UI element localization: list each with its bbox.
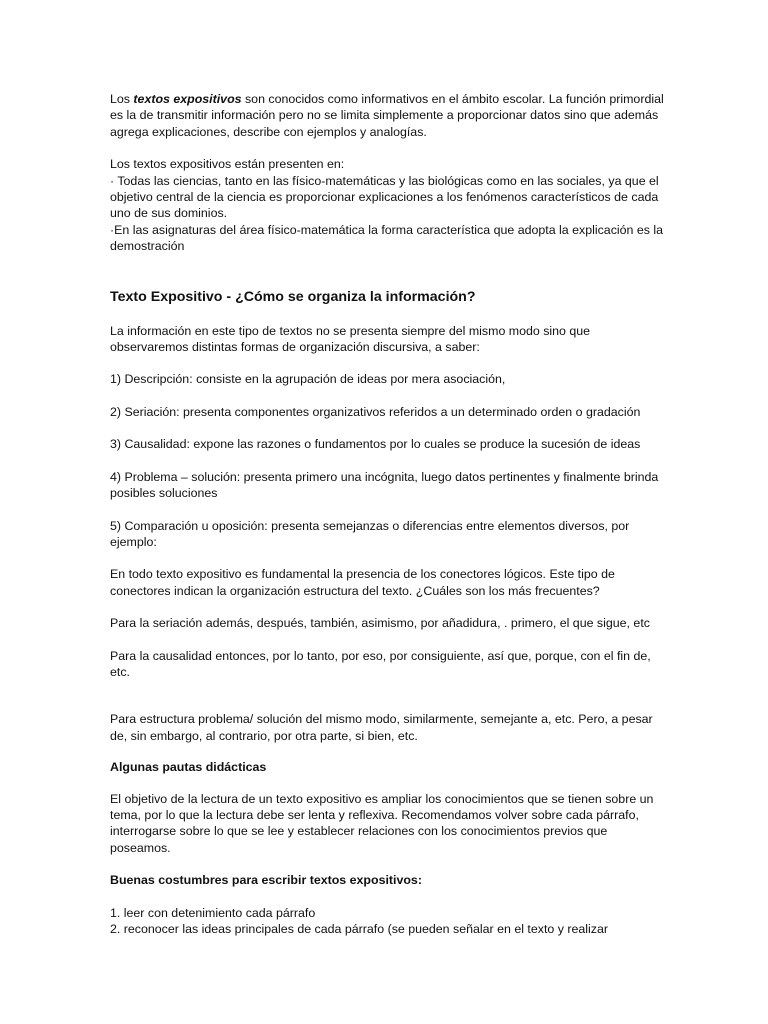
organization-item: 2) Seriación: presenta componentes organizativos referidos a un determinado orden o gradación <box>110 404 641 419</box>
section1-intro: La información en este tipo de textos no se presenta siempre del mismo modo sino que observaremos distintas formas de organización discursiva, a saber: <box>110 323 591 355</box>
connectors-paragraph: En todo texto expositivo es fundamental la presencia de los conectores lógicos. Este tipo de conectores indican la organización estructura del texto. ¿Cuáles son los más frecuentes? <box>110 567 615 598</box>
present-item: · Todas las ciencias, tanto en las físico-matemáticas y las biológicas como en las sociales, ya que el objetivo central de la ciencia es proporcionar explicaciones a los fenómenos característicos de cada uno de sus dominios. <box>110 173 659 221</box>
present-lead: Los textos expositivos están presenten en: <box>110 157 345 172</box>
intro-emphasis: textos expositivos <box>133 92 242 106</box>
organization-item: 5) Comparación u oposición: presenta semejanzas o diferencias entre elementos diversos, por ejemplo: <box>110 518 630 549</box>
present-item: ·En las asignaturas del área físico-matemática la forma característica que adopta la explicación es la demostración <box>110 222 664 254</box>
section-title-good-habits: Buenas costumbres para escribir textos expositivos: <box>110 873 422 888</box>
intro-paragraph <box>110 91 670 140</box>
didactic-paragraph: El objetivo de la lectura de un texto expositivo es ampliar los conocimientos que se tienen sobre un tema, por lo que la lectura debe ser lenta y reflexiva. Recomendamos volver sobre cada párrafo, interrogarse sobre lo que se lee y establecer relaciones con los conocimientos previos que poseamos. <box>110 791 654 855</box>
habit-item: 2. reconocer las ideas principales de cada párrafo (se pueden señalar en el texto y realizar <box>110 922 608 936</box>
habit-item: 1. leer con detenimiento cada párrafo <box>110 905 316 920</box>
intro-prefix: Los <box>110 92 134 106</box>
intro-rest: son conocidos como informativos en el ámbito escolar. La función primordial es la de transmitir información pero no se limita simplemente a proporcionar datos sino que además agrega explicaciones, describe con ejemplos y analogías. <box>110 92 664 139</box>
document-page <box>110 91 670 937</box>
organization-item: 4) Problema – solución: presenta primero una incógnita, luego datos pertinentes y finalmente brinda posibles soluciones <box>110 469 659 501</box>
causality-paragraph: Para la causalidad entonces, por lo tanto, por eso, por consiguiente, así que, porque, con el fin de, etc. <box>110 648 651 679</box>
section-title-organization: Texto Expositivo - ¿Cómo se organiza la información? <box>110 288 476 305</box>
problem-solution-paragraph: Para estructura problema/ solución del mismo modo, similarmente, semejante a, etc. Pero, a pesar de, sin embargo, al contrario, por otra parte, si bien, etc. <box>110 712 653 743</box>
organization-item: 3) Causalidad: expone las razones o fundamentos por lo cuales se produce la sucesión de ideas <box>110 437 641 452</box>
seriation-paragraph: Para la seriación además, después, también, asimismo, por añadidura, . primero, el que sigue, etc <box>110 616 650 631</box>
organization-item: 1) Descripción: consiste en la agrupación de ideas por mera asociación, <box>110 372 506 387</box>
section-title-didactic: Algunas pautas didácticas <box>110 760 267 775</box>
